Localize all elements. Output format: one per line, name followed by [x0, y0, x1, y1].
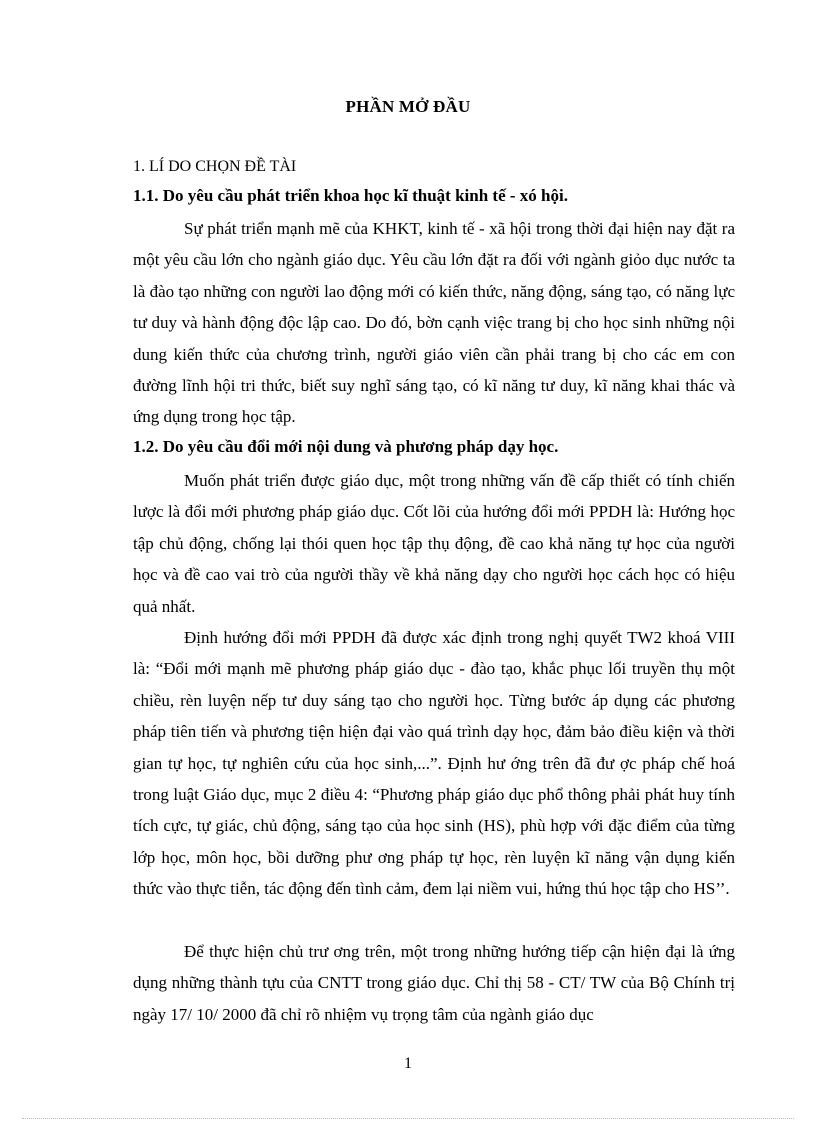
paragraph: Để thực hiện chủ trư ơng trên, một trong những hướng tiếp cận hiện đại là ứng dụng những thành tựu của CNTT trong giáo dục. Chỉ thị 58 - CT/ TW của Bộ Chính trị ngày 17/ 10/ 2000 đã chỉ rõ nhiệm vụ trọng tâm của ngành giáo dục — [133, 942, 735, 1024]
subsection-heading-2: 1.2. Do yêu cầu đổi mới nội dung và phương pháp dạy học. — [133, 437, 559, 456]
page-bottom-divider — [22, 1118, 794, 1119]
page-number: 1 — [404, 1055, 412, 1072]
page-title: PHẦN MỞ ĐẦU — [345, 97, 471, 116]
paragraph: Định hướng đổi mới PPDH đã được xác định trong nghị quyết TW2 khoá VIII là: “Đổi mới mạnh mẽ phương pháp giáo dục - đào tạo, khắc phục lối truyền thụ một chiều, rèn luyện nếp tư duy sáng tạo cho người học. Từng bước áp dụng các phương pháp tiên tiến và phương tiện hiện đại vào quá trình dạy học, đảm bảo điều kiện và thời gian tự học, tự nghiên cứu của học sinh,...”. Định hư ớng trên đã đư ợc pháp chế hoá trong luật Giáo dục, mục 2 điều 4: “Phương pháp giáo dục phổ thông phải phát huy tính tích cực, tự giác, chủ động, sáng tạo của học sinh (HS), phù hợp với đặc điểm của từng lớp học, môn học, bồi dưỡng phư ơng pháp tự học, rèn luyện kĩ năng vận dụng kiến thức vào thực tiễn, tác động đến tình cảm, đem lại niềm vui, hứng thú học tập cho HS’’. — [133, 628, 735, 899]
paragraph: Sự phát triển mạnh mẽ của KHKT, kinh tế - xã hội trong thời đại hiện nay đặt ra một yêu cầu lớn cho ngành giáo dục. Yêu cầu lớn đặt ra đối với ngành giỏo dục nước ta là đào tạo những con người lao động mới có kiến thức, năng động, sáng tạo, có năng lực tư duy và hành động độc lập cao. Do đó, bờn cạnh việc trang bị cho học sinh những nội dung kiến thức của chương trình, người giáo viên cần phải trang bị cho các em con đường lĩnh hội tri thức, biết suy nghĩ sáng tạo, có kĩ năng tư duy, kĩ năng khai thác và ứng dụng trong học tập. — [133, 219, 735, 427]
paragraph: Muốn phát triển được giáo dục, một trong những vấn đề cấp thiết có tính chiến lược là đổi mới phương pháp giáo dục. Cốt lõi của hướng đổi mới PPDH là: Hướng học tập chủ động, chống lại thói quen học tập thụ động, đề cao khả năng tự học của người học và đề cao vai trò của người thầy về khả năng dạy cho người học cách học có hiệu quả nhất. — [133, 471, 735, 616]
subsection-heading-1: 1.1. Do yêu cầu phát triển khoa học kĩ thuật kinh tế - xó hội. — [133, 186, 568, 205]
section-label: 1. LÍ DO CHỌN ĐỀ TÀI — [133, 158, 297, 175]
